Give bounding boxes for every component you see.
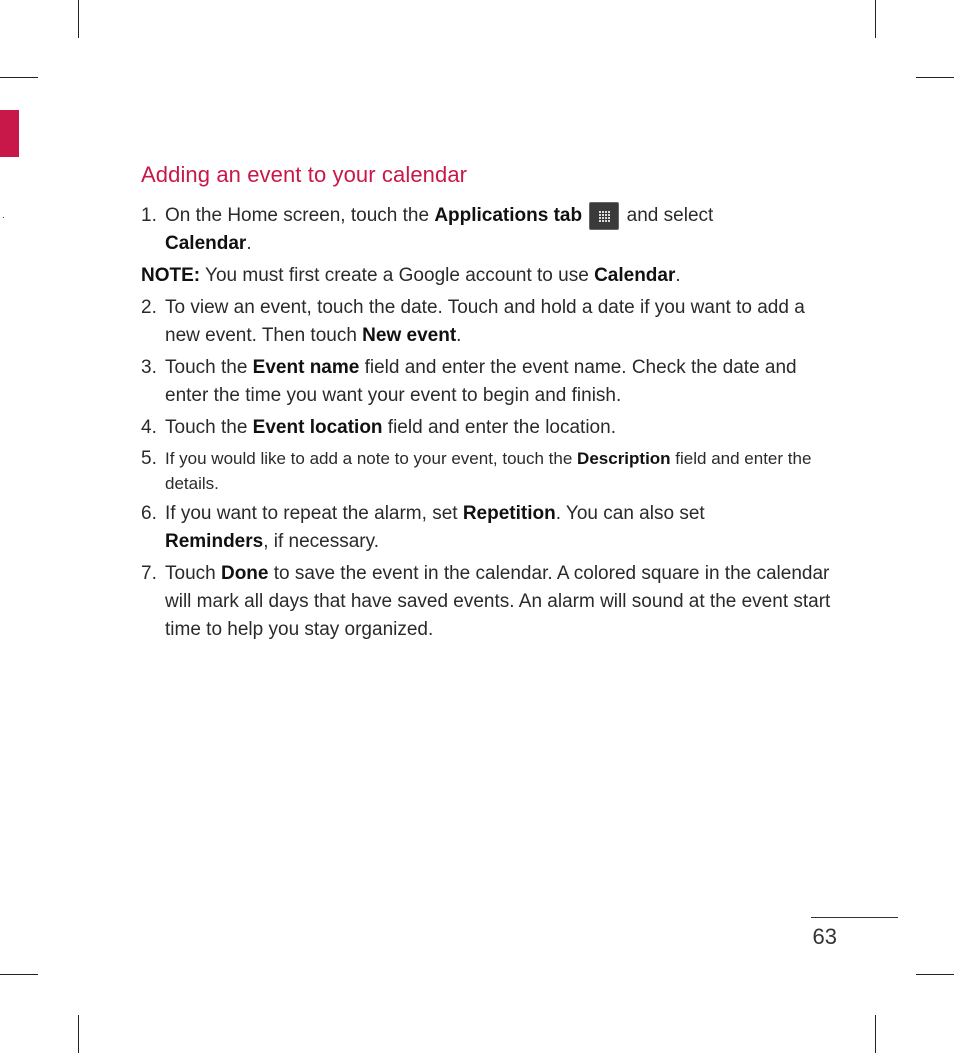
page-number: 63 (812, 924, 837, 949)
crop-mark-bottom-right (875, 1015, 876, 1053)
step-text: Touch the (165, 417, 253, 439)
bold-term-applications-tab: Applications tab (434, 205, 583, 227)
bold-term-event-location: Event location (252, 417, 383, 439)
bold-term-event-name: Event name (252, 357, 360, 379)
crop-mark-left-top (0, 77, 38, 78)
note-label: NOTE: (141, 265, 201, 287)
crop-mark-right-top (916, 77, 954, 78)
crop-mark-bottom-left (78, 1015, 79, 1053)
bold-term-description: Description (577, 449, 671, 469)
crop-mark-right-bottom (916, 974, 954, 975)
step-text: Touch the (165, 357, 253, 379)
step-number: 1. (141, 205, 157, 226)
section-heading: Adding an event to your calendar (141, 162, 468, 187)
step-text: On the Home screen, touch the (165, 205, 435, 227)
step-text: . (456, 325, 462, 347)
bold-term-new-event: New event (362, 325, 457, 347)
step-7 (141, 560, 831, 644)
step-text: field and enter the event name. Check the date and enter the time you want your event to begin and finish. (165, 357, 797, 407)
step-number: 6. (141, 503, 157, 525)
step-number: 7. (141, 563, 157, 585)
step-number: 4. (141, 417, 157, 439)
applications-grid-icon (589, 202, 619, 230)
step-text: Touch (165, 563, 221, 585)
bold-term-calendar: Calendar (165, 233, 247, 255)
step-number: 5. (141, 448, 157, 470)
step-5 (141, 446, 831, 496)
step-3 (141, 354, 831, 410)
step-text: and select (626, 205, 714, 227)
step-text: to save the event in the calendar. A colored square in the calendar will mark all days that have saved events. An alarm will sound at the event start time to help you stay organized. (165, 563, 831, 641)
page-content (141, 162, 831, 648)
step-number: 2. (141, 297, 157, 319)
note-text: . (675, 265, 681, 287)
step-text: . You can also set (555, 503, 705, 525)
step-6 (141, 500, 831, 556)
bold-term-reminders: Reminders (165, 531, 264, 553)
step-text: . (246, 233, 252, 255)
note-text: You must first create a Google account to use (200, 265, 595, 287)
step-2 (141, 294, 831, 350)
step-text: , if necessary. (263, 531, 380, 553)
crop-mark-top-left (78, 0, 79, 38)
note-paragraph (141, 262, 831, 290)
step-text: field and enter the location. (382, 417, 616, 439)
chapter-tab-marker (0, 110, 19, 157)
step-4 (141, 414, 831, 442)
step-number: 3. (141, 357, 157, 379)
step-text: To view an event, touch the date. Touch and hold a date if you want to add a new event. Then touch (165, 297, 805, 347)
page-number-rule (811, 917, 898, 918)
step-text: field and enter the details. (165, 449, 812, 494)
crop-mark-left-bottom (0, 974, 38, 975)
step-1 (141, 202, 831, 258)
step-text: If you want to repeat the alarm, set (165, 503, 463, 525)
bold-term-calendar: Calendar (594, 265, 676, 287)
bold-term-repetition: Repetition (462, 503, 556, 525)
step-text: If you would like to add a note to your event, touch the (165, 449, 578, 469)
crop-mark-top-right (875, 0, 876, 38)
stray-mark: . (2, 210, 5, 221)
bold-term-done: Done (220, 563, 269, 585)
